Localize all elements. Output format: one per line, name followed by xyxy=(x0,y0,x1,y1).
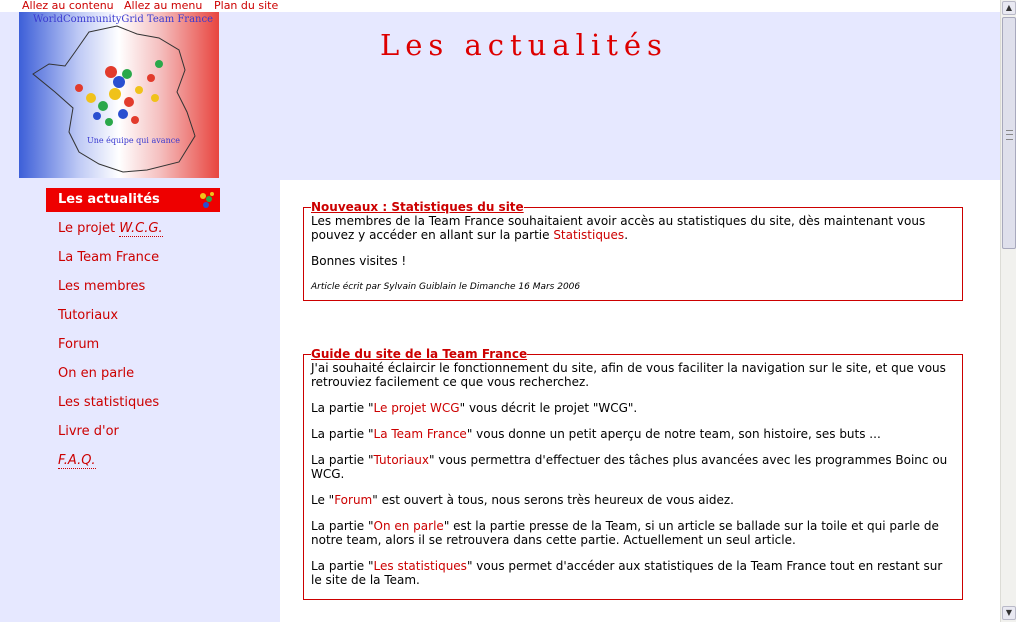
scroll-up-icon[interactable]: ▲ xyxy=(1002,1,1016,15)
paragraph-text: " vous décrit le projet "WCG". xyxy=(459,401,638,415)
projet-wcg-link[interactable]: Le projet WCG xyxy=(373,401,460,415)
main-menu xyxy=(46,188,220,478)
menu-item-actualites[interactable] xyxy=(46,188,220,212)
menu-item-faq[interactable] xyxy=(46,449,220,478)
article-signature: Article écrit par Sylvain Guiblain le Dimanche 16 Mars 2006 xyxy=(311,282,581,292)
paragraph-text: " est la partie presse de la Team, si un article se ballade sur la toile et qui parle de notre team, alors il se retrouvera dans cette partie. Actuellement un seul article. xyxy=(311,519,939,547)
article-paragraph: Bonnes visites ! xyxy=(311,254,407,268)
on-en-parle-link[interactable]: On en parle xyxy=(373,519,444,533)
paragraph-text: La partie " xyxy=(311,519,374,533)
skip-to-menu-link[interactable]: Allez au menu xyxy=(124,0,203,12)
les-statistiques-link[interactable]: Les statistiques xyxy=(373,559,467,573)
grip-icon xyxy=(1006,130,1013,140)
article-statistiques xyxy=(303,200,963,301)
skip-to-content-link[interactable]: Allez au contenu xyxy=(22,0,114,12)
menu-item-abbr: F.A.Q. xyxy=(58,453,96,468)
tutoriaux-link[interactable]: Tutoriaux xyxy=(373,453,430,467)
paragraph-text: La partie " xyxy=(311,453,374,467)
paragraph-text: " vous donne un petit aperçu de notre team, son histoire, ses buts ... xyxy=(466,427,881,441)
article-paragraph xyxy=(311,401,955,415)
menu-item-label: Le projet xyxy=(58,221,120,236)
menu-item-livre-dor[interactable]: Livre d'or xyxy=(58,424,119,439)
menu-item-forum[interactable]: Forum xyxy=(58,337,100,352)
skip-links-bar xyxy=(0,0,1000,12)
sitemap-link[interactable]: Plan du site xyxy=(214,0,279,12)
forum-link[interactable]: Forum xyxy=(334,493,373,507)
menu-item-statistiques[interactable]: Les statistiques xyxy=(58,395,160,410)
scroll-down-icon[interactable]: ▼ xyxy=(1002,606,1016,620)
article-paragraph: J'ai souhaité éclaircir le fonctionnement du site, afin de vous faciliter la navigation sur le site, et que vous retrouviez facilement ce que vous recherchez. xyxy=(311,361,946,389)
logo-title: WorldCommunityGrid Team France xyxy=(33,14,214,25)
paragraph-text: La partie " xyxy=(311,401,374,415)
paragraph-text: " vous permet d'accéder aux statistiques de la Team France tout en restant sur le site de la Team. xyxy=(311,559,943,587)
team-france-link[interactable]: La Team France xyxy=(373,427,467,441)
article-title: Guide du site de la Team France xyxy=(311,347,528,361)
menu-item-abbr: W.C.G. xyxy=(119,221,163,236)
paragraph-text: Les membres de la Team France souhaitaient avoir accès au statistiques du site, dès maintenant vous pouvez y accéder en allant sur la partie xyxy=(311,214,926,242)
article-title: Nouveaux : Statistiques du site xyxy=(311,200,524,214)
statistiques-link[interactable]: Statistiques xyxy=(553,228,625,242)
team-france-logo[interactable] xyxy=(19,12,219,178)
paragraph-text: La partie " xyxy=(311,427,374,441)
article-paragraph xyxy=(311,519,955,547)
article-guide xyxy=(303,347,963,600)
menu-item-on-en-parle[interactable]: On en parle xyxy=(58,366,135,381)
menu-item-tutoriaux[interactable]: Tutoriaux xyxy=(58,308,119,323)
menu-item-membres[interactable]: Les membres xyxy=(58,279,146,294)
menu-item-label: Les actualités xyxy=(58,192,160,207)
paragraph-text: La partie " xyxy=(311,559,374,573)
logo-tagline: Une équipe qui avance xyxy=(87,136,180,145)
page-header xyxy=(280,12,1000,180)
article-paragraph xyxy=(311,453,955,481)
scrollbar-thumb[interactable] xyxy=(1002,17,1016,249)
menu-item-projet-wcg[interactable] xyxy=(46,217,220,246)
main-content xyxy=(280,180,1000,622)
article-paragraph xyxy=(311,559,955,587)
logo-image xyxy=(19,12,219,178)
paragraph-text: " vous permettra d'effectuer des tâches plus avancées avec les programmes Boinc ou WCG. xyxy=(311,453,948,481)
molecule-icon xyxy=(197,190,217,210)
paragraph-text: Le " xyxy=(311,493,335,507)
paragraph-text: . xyxy=(624,228,629,242)
article-paragraph xyxy=(311,427,955,441)
paragraph-text: " est ouvert à tous, nous serons très heureux de vous aidez. xyxy=(372,493,734,507)
article-paragraph xyxy=(311,214,955,242)
page-title: Les actualités xyxy=(380,28,668,62)
vertical-scrollbar[interactable] xyxy=(1000,0,1016,622)
menu-item-team-france[interactable]: La Team France xyxy=(58,250,160,265)
left-column xyxy=(0,12,280,622)
article-paragraph xyxy=(311,493,955,507)
